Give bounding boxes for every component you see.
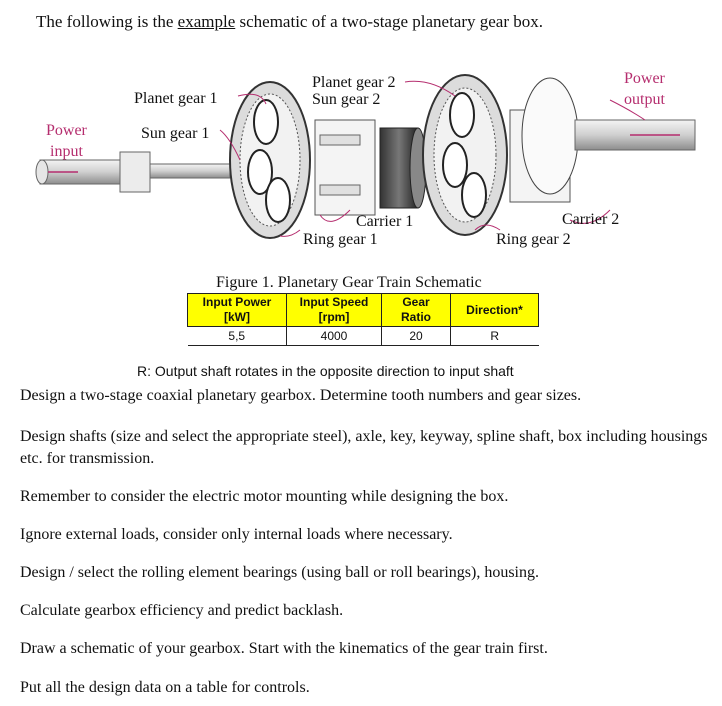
spec-table-row <box>188 327 539 346</box>
header-input-speed <box>287 294 382 327</box>
label-ring-gear-1: Ring gear 1 <box>303 231 378 248</box>
label-planet-gear-1: Planet gear 1 <box>134 90 218 107</box>
label-power-output-line2: output <box>624 91 665 108</box>
carrier-1-pin-a <box>320 135 360 145</box>
header-direction: Direction* <box>451 294 539 327</box>
spec-table <box>187 293 539 346</box>
task-paragraph-1: Design a two-stage coaxial planetary gearbox. Determine tooth numbers and gear sizes. <box>20 387 582 404</box>
task-paragraph-7: Draw a schematic of your gearbox. Start with the kinematics of the gear train first. <box>20 640 548 657</box>
task-paragraph-4: Ignore external loads, consider only internal loads where necessary. <box>20 526 453 543</box>
planet-gear-2c <box>462 173 486 217</box>
task-paragraph-6: Calculate gearbox efficiency and predict backlash. <box>20 602 344 619</box>
carrier-2-disc <box>522 78 578 194</box>
task-paragraph-3: Remember to consider the electric motor mounting while designing the box. <box>20 488 509 505</box>
sun-shaft-1 <box>150 164 230 178</box>
label-ring-gear-2: Ring gear 2 <box>496 231 571 248</box>
header-input-speed-line2: [rpm] <box>318 310 350 324</box>
task-paragraph-8: Put all the design data on a table for controls. <box>20 679 310 696</box>
label-power-input-line1: Power <box>46 122 87 139</box>
intro-sentence <box>36 12 543 32</box>
header-input-power-line1: Input Power <box>202 295 272 309</box>
direction-note: R: Output shaft rotates in the opposite direction to input shaft <box>137 363 514 379</box>
intro-example-word: example <box>177 12 236 31</box>
coupling-1 <box>120 152 150 192</box>
label-power-input-line2: input <box>50 143 83 160</box>
planet-gear-2a <box>450 93 474 137</box>
intro-text-after: schematic of a two-stage planetary gear box. <box>235 12 544 31</box>
label-power-output-line1: Power <box>624 70 665 87</box>
planet-gear-1a <box>254 100 278 144</box>
header-gear-ratio-line1: Gear <box>402 295 430 309</box>
header-input-power <box>188 294 287 327</box>
header-gear-ratio <box>382 294 451 327</box>
carrier-1-hub <box>315 120 375 215</box>
label-sun-gear-1: Sun gear 1 <box>141 125 210 142</box>
carrier-1-pin-b <box>320 185 360 195</box>
header-input-power-line2: [kW] <box>224 310 250 324</box>
label-carrier-2: Carrier 2 <box>562 211 620 228</box>
label-sun-gear-2: Sun gear 2 <box>312 91 381 108</box>
input-shaft-end <box>36 160 48 184</box>
cell-direction: R <box>451 327 539 346</box>
intro-text-before: The following is the <box>36 12 178 31</box>
task-paragraph-2: Design shafts (size and select the appropriate steel), axle, key, keyway, spline shaft, box including housings etc. for transmission. <box>20 428 708 467</box>
cell-input-power: 5,5 <box>188 327 287 346</box>
task-paragraph-5: Design / select the rolling element bearings (using ball or roll bearings), housing. <box>20 564 539 581</box>
planet-gear-2b <box>443 143 467 187</box>
spec-table-header-row <box>188 294 539 327</box>
planet-gear-1c <box>266 178 290 222</box>
header-gear-ratio-line2: Ratio <box>401 310 431 324</box>
figure-caption: Figure 1. Planetary Gear Train Schematic <box>216 274 482 291</box>
cell-gear-ratio: 20 <box>382 327 451 346</box>
label-carrier-1: Carrier 1 <box>356 213 414 230</box>
cell-input-speed: 4000 <box>287 327 382 346</box>
label-planet-gear-2: Planet gear 2 <box>312 74 396 91</box>
header-input-speed-line1: Input Speed <box>299 295 369 309</box>
